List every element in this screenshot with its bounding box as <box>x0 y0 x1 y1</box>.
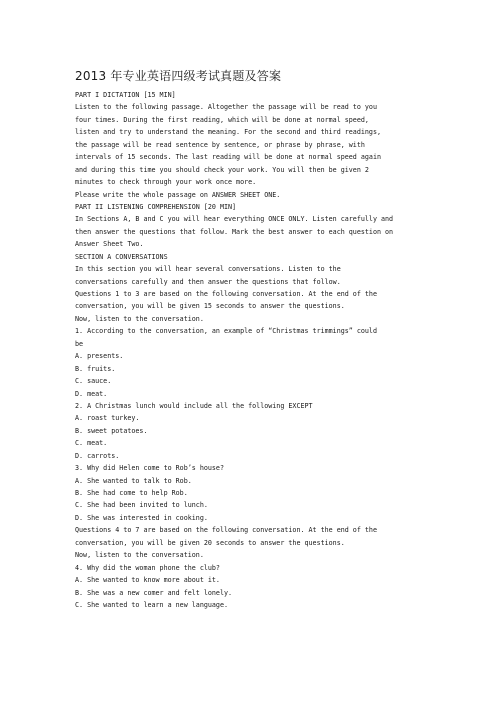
text-line: conversations carefully and then answer the questions that follow. <box>75 277 341 286</box>
text-line: B. She had come to help Rob. <box>75 489 188 497</box>
text-line: conversation, you will be given 15 seconds to answer the questions. <box>75 302 345 311</box>
text-line: be <box>75 339 84 348</box>
text-line: Questions 1 to 3 are based on the following conversation. At the end of the <box>75 290 377 298</box>
text-line: C. meat. <box>75 439 108 448</box>
text-line: Answer Sheet Two. <box>75 240 144 249</box>
text-line: Questions 4 to 7 are based on the following conversation. At the end of the <box>75 526 377 535</box>
text-line: Now, listen to the conversation. <box>75 314 204 323</box>
document-body <box>75 89 425 611</box>
text-line: Listen to the following passage. Altogether the passage will be read to you <box>75 103 377 112</box>
text-line: SECTION A CONVERSATIONS <box>75 252 168 261</box>
text-line: B. fruits. <box>75 364 116 373</box>
text-line: A. She wanted to know more about it. <box>75 576 220 585</box>
text-line: listen and try to understand the meaning. For the second and third readings, <box>75 128 381 137</box>
text-line: PART II LISTENING COMPREHENSION [20 MIN] <box>75 202 237 211</box>
text-line: 1. According to the conversation, an example of “Christmas trimmings” could <box>75 327 377 336</box>
text-line: D. She was interested in cooking. <box>75 513 208 522</box>
text-line: A. She wanted to talk to Rob. <box>75 476 192 485</box>
text-line: B. She was a new comer and felt lonely. <box>75 588 233 597</box>
text-line: D. carrots. <box>75 451 120 460</box>
text-line: conversation, you will be given 20 seconds to answer the questions. <box>75 538 345 547</box>
text-line: In Sections A, B and C you will hear everything ONCE ONLY. Listen carefully and <box>75 215 394 224</box>
text-line: D. meat. <box>75 389 108 398</box>
document-page <box>75 68 425 611</box>
document-title: 2013 年专业英语四级考试真题及答案 <box>75 69 282 83</box>
text-line: four times. During the first reading, which will be done at normal speed, <box>75 115 369 124</box>
text-line: 4. Why did the woman phone the club? <box>75 563 220 572</box>
text-line: then answer the questions that follow. Mark the best answer to each question on <box>75 227 394 236</box>
text-line: A. presents. <box>75 352 124 361</box>
text-line: and during this time you should check your work. You will then be given 2 <box>75 165 369 174</box>
text-line: minutes to check through your work once more. <box>75 178 257 187</box>
text-line: 3. Why did Helen come to Rob’s house? <box>75 464 224 473</box>
text-line: Now, listen to the conversation. <box>75 551 204 560</box>
text-line: Please write the whole passage on ANSWER SHEET ONE. <box>75 190 281 199</box>
text-line: C. She had been invited to lunch. <box>75 501 208 510</box>
text-line: C. sauce. <box>75 377 112 386</box>
text-line: 2. A Christmas lunch would include all the following EXCEPT <box>75 401 313 410</box>
text-line: PART I DICTATION [15 MIN] <box>75 91 176 99</box>
text-line: A. roast turkey. <box>75 414 140 423</box>
text-line: C. She wanted to learn a new language. <box>75 600 228 609</box>
text-line: B. sweet potatoes. <box>75 426 148 435</box>
text-line: intervals of 15 seconds. The last reading will be done at normal speed again <box>75 153 381 162</box>
text-line: the passage will be read sentence by sentence, or phrase by phrase, with <box>75 140 365 149</box>
text-line: In this section you will hear several conversations. Listen to the <box>75 265 341 274</box>
